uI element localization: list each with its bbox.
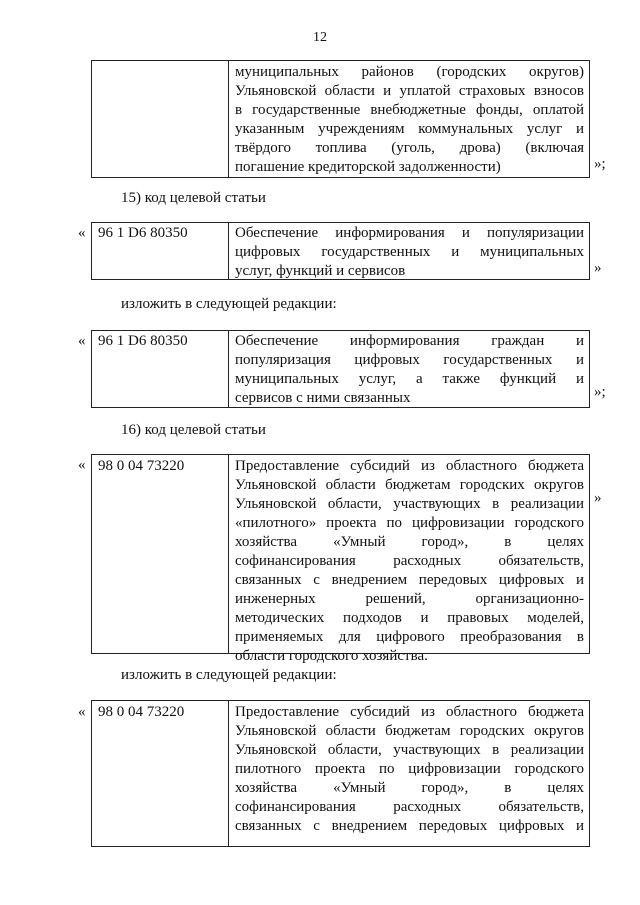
description-cell: [229, 223, 589, 279]
description-line: Ульяновской области бюджетам городских округов: [235, 723, 584, 739]
description-line: Ульяновской области бюджетам городских округов: [235, 477, 584, 493]
item-16-heading: 16) код целевой статьи: [121, 422, 266, 438]
table-row-old-98-0-04: [91, 454, 590, 664]
opening-quote: «: [78, 457, 86, 473]
code-cell-empty: [92, 61, 229, 177]
description-line: муниципальных услуг, а также функций и: [235, 371, 584, 387]
closing-quote: »: [594, 490, 602, 506]
code-cell: 96 1 D6 80350: [92, 223, 229, 279]
description-line: Предоставление субсидий из областного бюджета: [235, 704, 584, 720]
description-line: области городского хозяйства.: [235, 648, 428, 664]
code-cell: 98 0 04 73220: [92, 455, 229, 653]
closing-quote: »;: [594, 384, 606, 400]
table-row-continuation: [91, 60, 590, 178]
description-cell: [229, 331, 589, 407]
description-line: указанным учреждениям коммунальных услуг и: [235, 121, 584, 137]
description-cell: [229, 701, 589, 846]
page-number: 12: [313, 30, 327, 45]
closing-quote: »: [594, 260, 602, 276]
description-line: «пилотного» проекта по цифровизации городского: [235, 515, 584, 531]
description-line: пилотного проекта по цифровизации городского: [235, 761, 584, 777]
description-line: софинансирования расходных обязательств,: [235, 553, 584, 569]
description-line: софинансирования расходных обязательств,: [235, 799, 584, 815]
description-line: методических подходов и правовых моделей,: [235, 610, 584, 626]
description-line: связанных с внедрением передовых цифровых и: [235, 572, 584, 588]
description-line: цифровых государственных и муниципальных: [235, 244, 584, 260]
description-line: популяризация цифровых государственных и: [235, 352, 584, 368]
opening-quote: «: [78, 225, 86, 241]
description-line: в государственные внебюджетные фонды, оплатой: [235, 102, 584, 118]
description-line: Ульяновской области и уплатой страховых взносов: [235, 83, 584, 99]
description-line: связанных с внедрением передовых цифровых и: [235, 818, 584, 834]
table-row-old-96-1-d6: [91, 222, 590, 280]
description-line: инженерных решений, организационно-: [235, 591, 584, 607]
replace-instruction: изложить в следующей редакции:: [121, 296, 337, 312]
description-line: Ульяновской области, участвующих в реализации: [235, 742, 584, 758]
replace-instruction: изложить в следующей редакции:: [121, 667, 337, 683]
code-cell: 96 1 D6 80350: [92, 331, 229, 407]
description-line: Обеспечение информирования граждан и: [235, 333, 584, 349]
description-line: хозяйства «Умный город», в целях: [235, 534, 584, 550]
description-line: муниципальных районов (городских округов): [235, 64, 584, 80]
code-cell: 98 0 04 73220: [92, 701, 229, 846]
description-cell: [229, 455, 589, 664]
opening-quote: «: [78, 333, 86, 349]
item-15-heading: 15) код целевой статьи: [121, 190, 266, 206]
description-line: применяемых для цифрового преобразования в: [235, 629, 584, 645]
description-line: твёрдого топлива (уголь, дрова) (включая: [235, 140, 584, 156]
description-line: погашение кредиторской задолженности): [235, 159, 501, 175]
description-line: услуг, функций и сервисов: [235, 263, 406, 279]
table-row-new-96-1-d6: [91, 330, 590, 408]
table-row-new-98-0-04: [91, 700, 590, 847]
description-line: Обеспечение информирования и популяризации: [235, 225, 584, 241]
closing-quote: »;: [594, 156, 606, 172]
description-line: хозяйства «Умный город», в целях: [235, 780, 584, 796]
description-cell: [229, 61, 589, 177]
description-line: сервисов с ними связанных: [235, 390, 411, 406]
opening-quote: «: [78, 704, 86, 720]
description-line: Предоставление субсидий из областного бюджета: [235, 458, 584, 474]
description-line: Ульяновской области, участвующих в реализации: [235, 496, 584, 512]
